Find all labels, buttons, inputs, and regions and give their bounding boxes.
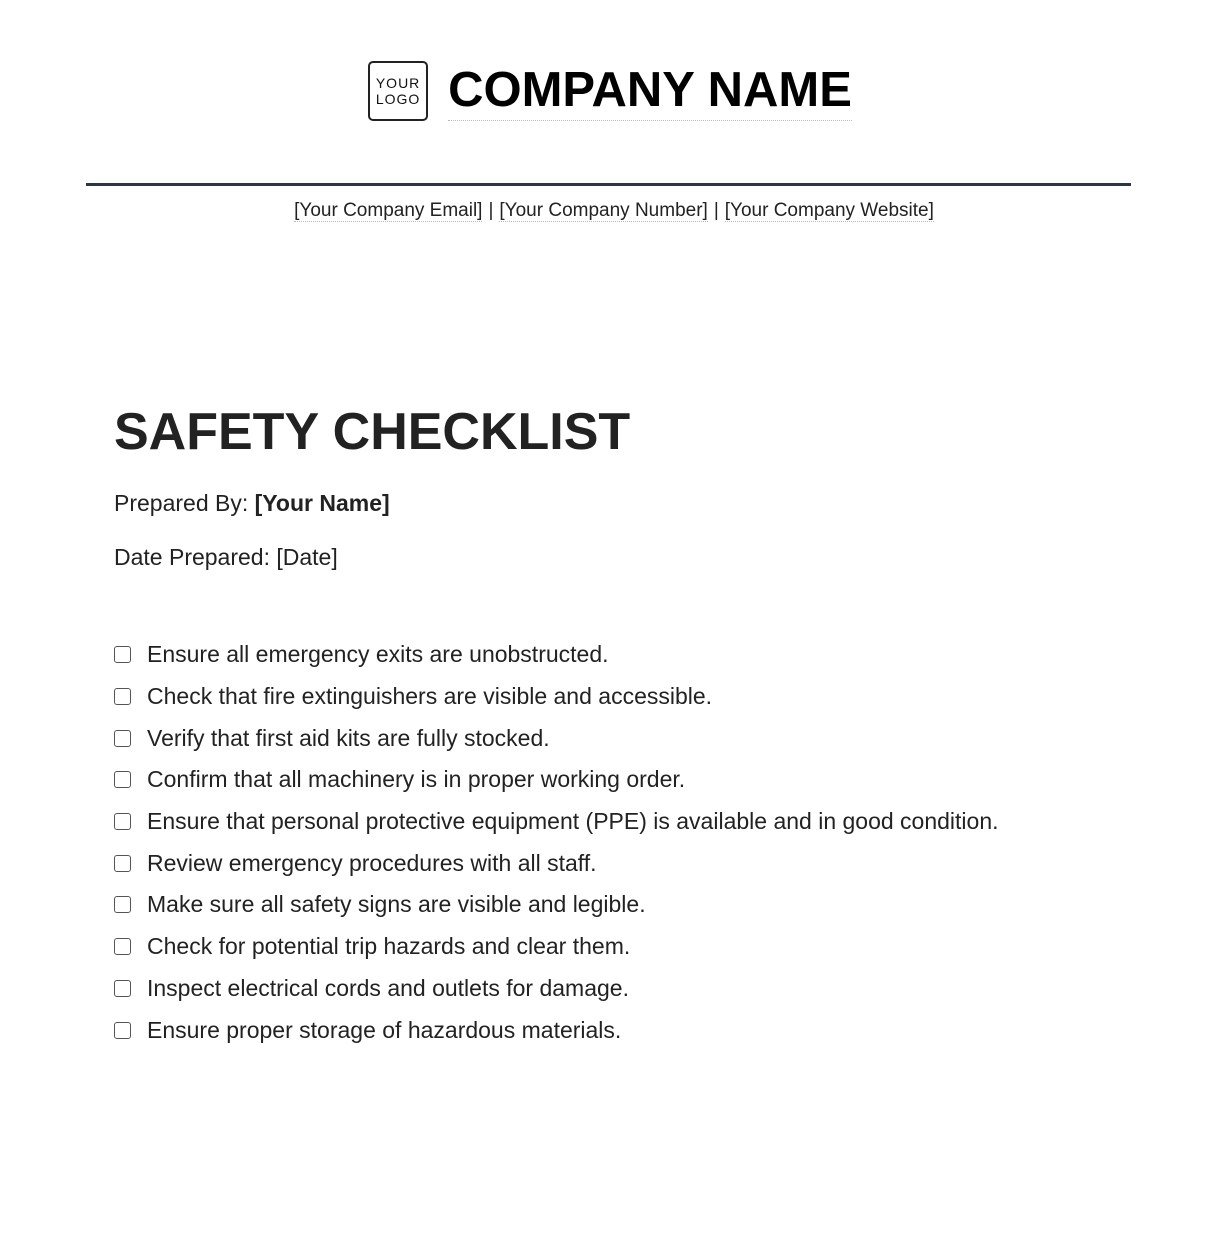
checklist-item-text: Ensure all emergency exits are unobstructed. <box>147 641 609 668</box>
checklist-item-text: Confirm that all machinery is in proper working order. <box>147 766 686 793</box>
checklist-item <box>114 676 999 718</box>
checkbox[interactable] <box>114 688 131 705</box>
page-title: SAFETY CHECKLIST <box>114 403 631 461</box>
letterhead <box>0 60 1228 121</box>
prepared-by-label: Prepared By: <box>114 490 249 516</box>
checklist-item <box>114 884 999 926</box>
prepared-by <box>114 490 390 517</box>
checklist-item <box>114 717 999 759</box>
company-website[interactable]: [Your Company Website] <box>724 200 934 221</box>
checklist-item-text: Check for potential trip hazards and clear them. <box>147 933 631 960</box>
checklist-item-text: Ensure that personal protective equipment (PPE) is available and in good condition. <box>147 808 999 835</box>
prepared-by-value[interactable]: [Your Name] <box>254 490 390 516</box>
checklist-item <box>114 801 999 843</box>
checklist-item-text: Make sure all safety signs are visible and legible. <box>147 891 646 918</box>
checkbox[interactable] <box>114 980 131 997</box>
checkbox[interactable] <box>114 771 131 788</box>
checklist-item-text: Review emergency procedures with all staff. <box>147 849 597 876</box>
checklist-item-text: Inspect electrical cords and outlets for damage. <box>147 974 629 1001</box>
checkbox[interactable] <box>114 896 131 913</box>
header-divider <box>86 183 1131 186</box>
logo-text-line1: YOUR <box>375 74 421 91</box>
checklist-item <box>114 926 999 968</box>
contact-line <box>0 200 1228 222</box>
checkbox[interactable] <box>114 938 131 955</box>
checklist-item-text: Check that fire extinguishers are visible and accessible. <box>147 683 713 710</box>
checklist-item <box>114 968 999 1010</box>
checkbox[interactable] <box>114 1022 131 1039</box>
date-value[interactable]: [Date] <box>276 544 338 570</box>
company-email[interactable]: [Your Company Email] <box>294 200 483 221</box>
checklist-item <box>114 1009 999 1051</box>
safety-checklist <box>114 634 999 1051</box>
company-name[interactable]: COMPANY NAME <box>448 62 852 121</box>
checkbox[interactable] <box>114 813 131 830</box>
checklist-item <box>114 634 999 676</box>
separator: | <box>488 200 494 221</box>
checklist-item <box>114 842 999 884</box>
date-label: Date Prepared: <box>114 544 270 570</box>
checkbox[interactable] <box>114 730 131 747</box>
checklist-item-text: Verify that first aid kits are fully stocked. <box>147 724 550 751</box>
checkbox[interactable] <box>114 646 131 663</box>
date-prepared <box>114 544 338 571</box>
checklist-item-text: Ensure proper storage of hazardous materials. <box>147 1016 622 1043</box>
logo-text-line2: LOGO <box>375 90 421 107</box>
checklist-item <box>114 759 999 801</box>
company-number[interactable]: [Your Company Number] <box>499 200 708 221</box>
checkbox[interactable] <box>114 855 131 872</box>
logo-placeholder[interactable] <box>368 61 428 121</box>
separator: | <box>713 200 719 221</box>
